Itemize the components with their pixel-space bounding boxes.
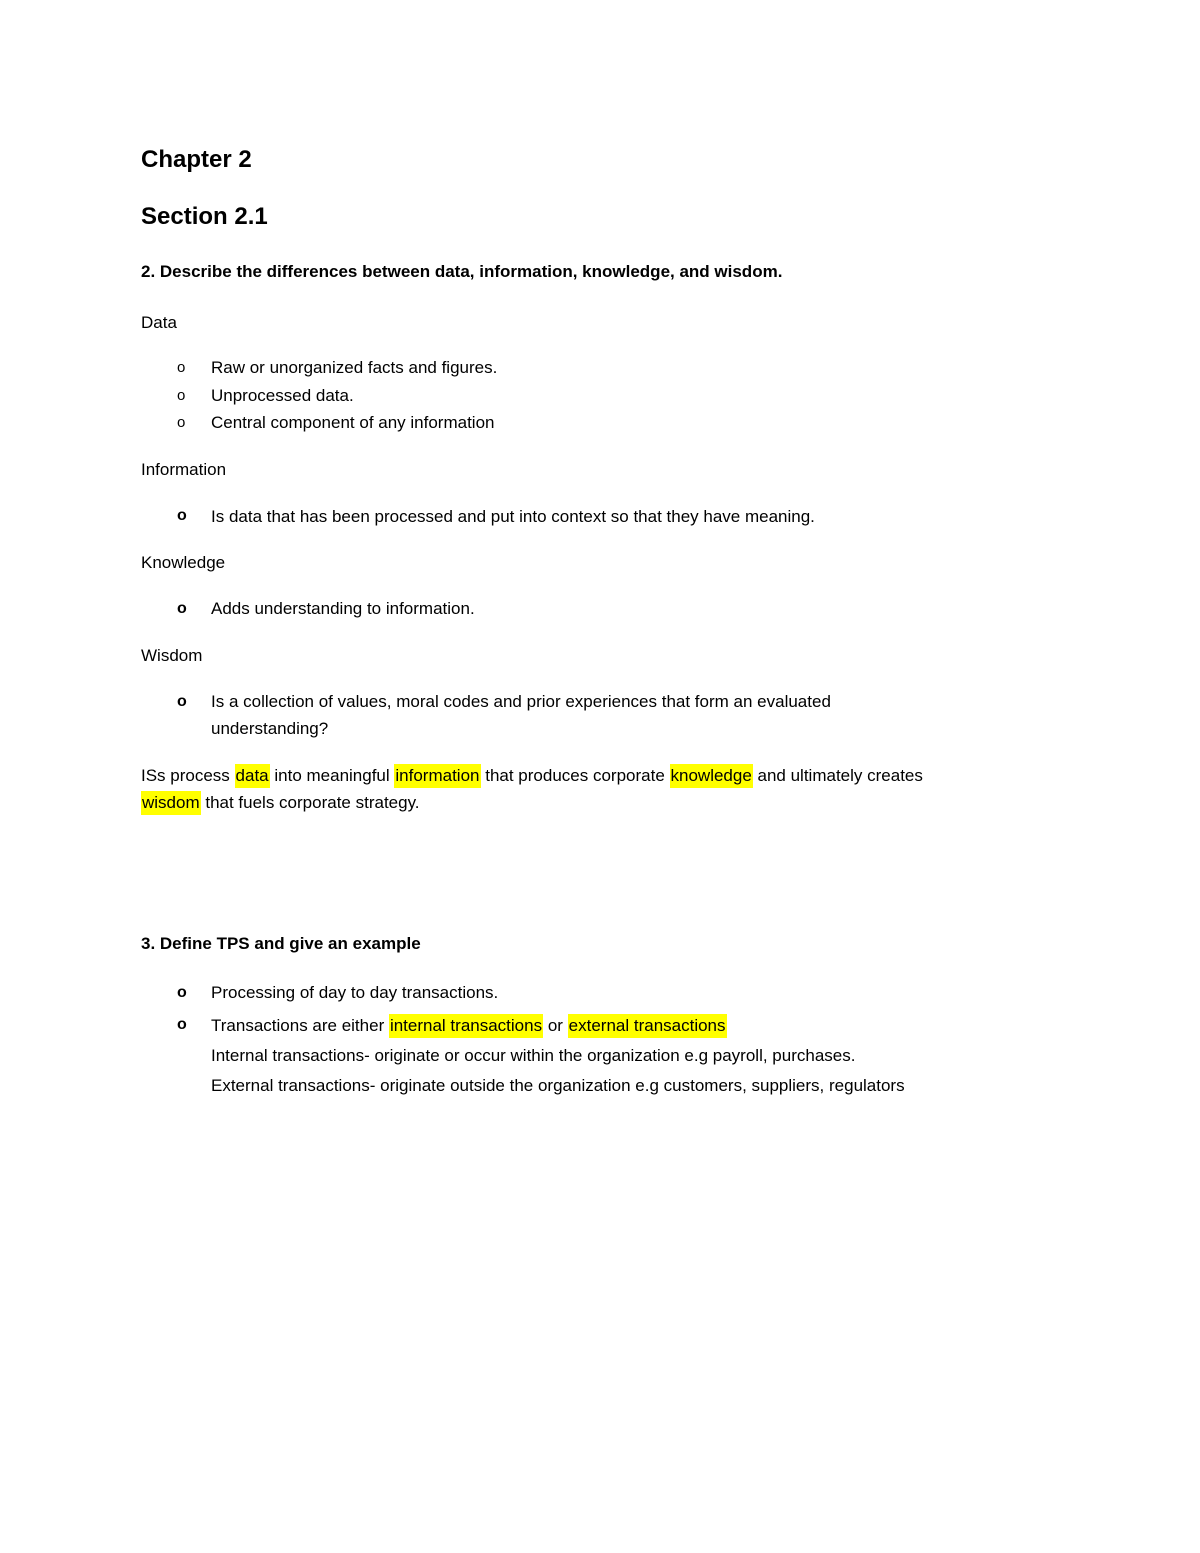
question-3-heading: 3. Define TPS and give an example	[141, 934, 421, 953]
tps-item: Processing of day to day transactions.	[211, 983, 499, 1002]
wisdom-item-continuation: understanding?	[211, 719, 329, 738]
highlight-knowledge: knowledge	[670, 764, 753, 788]
summary-text: that produces corporate	[480, 766, 670, 785]
summary-text: and ultimately creates	[752, 766, 923, 785]
highlight-external-transactions: external transactions	[568, 1014, 727, 1038]
highlight-wisdom: wisdom	[141, 791, 201, 815]
tps-text: Transactions are either	[211, 1016, 389, 1035]
highlight-data: data	[235, 764, 270, 788]
wisdom-item: Is a collection of values, moral codes and prior experiences that form an evaluated	[211, 692, 831, 711]
information-label: Information	[141, 460, 227, 479]
internal-transactions-line: Internal transactions- originate or occur within the organization e.g payroll, purchases.	[211, 1046, 856, 1065]
bullet-icon: o	[177, 600, 187, 617]
wisdom-label: Wisdom	[141, 646, 203, 665]
bullet-icon: o	[177, 359, 186, 376]
question-2-heading: 2. Describe the differences between data, information, knowledge, and wisdom.	[141, 262, 783, 281]
tps-item	[211, 1017, 727, 1034]
highlight-information: information	[394, 764, 480, 788]
bullet-icon: o	[177, 414, 186, 431]
highlight-internal-transactions: internal transactions	[389, 1014, 543, 1038]
summary-line-1	[141, 767, 923, 784]
bullet-icon: o	[177, 1016, 187, 1033]
data-item: Raw or unorganized facts and figures.	[211, 358, 498, 377]
data-item: Unprocessed data.	[211, 386, 354, 405]
data-label: Data	[141, 313, 177, 332]
chapter-title: Chapter 2	[141, 146, 252, 173]
summary-line-2	[141, 794, 420, 811]
information-item: Is data that has been processed and put into context so that they have meaning.	[211, 507, 815, 526]
summary-text: that fuels corporate strategy.	[200, 793, 420, 812]
data-item: Central component of any information	[211, 413, 495, 432]
bullet-icon: o	[177, 507, 187, 524]
summary-text: ISs process	[141, 766, 235, 785]
external-transactions-line: External transactions- originate outside the organization e.g customers, suppliers, regulators	[211, 1076, 905, 1095]
summary-text: into meaningful	[269, 766, 395, 785]
bullet-icon: o	[177, 984, 187, 1001]
bullet-icon: o	[177, 693, 187, 710]
section-title: Section 2.1	[141, 203, 268, 230]
knowledge-label: Knowledge	[141, 553, 226, 572]
knowledge-item: Adds understanding to information.	[211, 599, 475, 618]
bullet-icon: o	[177, 387, 186, 404]
tps-text: or	[543, 1016, 568, 1035]
